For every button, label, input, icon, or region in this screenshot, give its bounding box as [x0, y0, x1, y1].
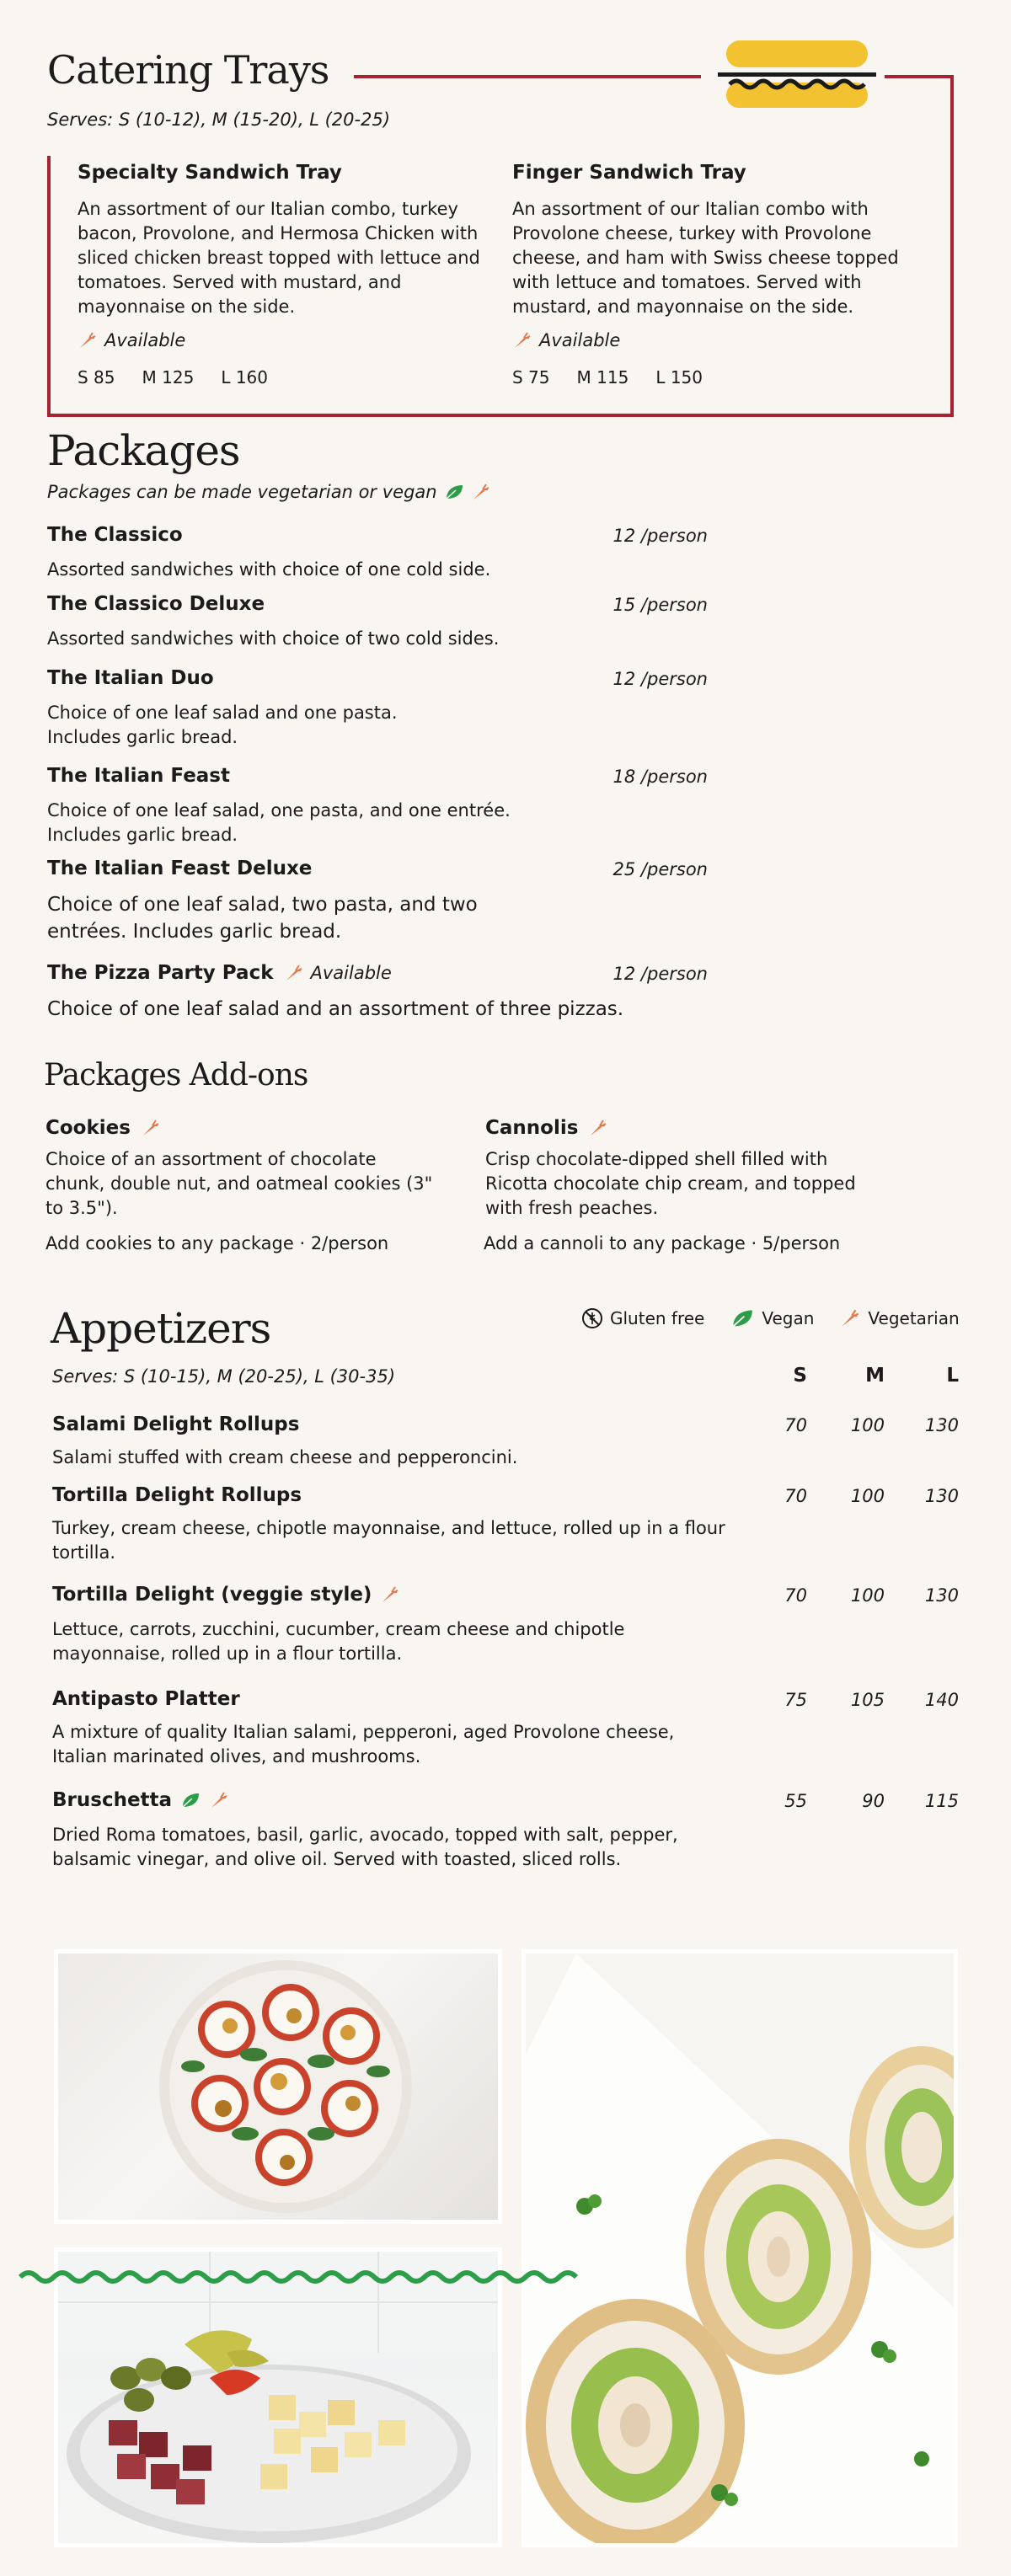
- price-medium: M 125: [142, 367, 195, 387]
- catering-title: Catering Trays: [47, 47, 329, 93]
- antipasto-plate-illustration: [58, 2252, 498, 2543]
- appetizer-name: Bruschetta: [52, 1789, 173, 1811]
- appetizer-price-large: 140: [924, 1690, 959, 1710]
- appetizer-description: Salami stuffed with cream cheese and pepperoncini.: [52, 1447, 518, 1467]
- bruschetta-plate-illustration: [58, 1953, 498, 2220]
- frame-right-line: [950, 75, 954, 417]
- tortilla-rollups-photo: [522, 1949, 958, 2547]
- price-large: L 160: [221, 367, 268, 387]
- packages-title: Packages: [47, 426, 240, 475]
- appetizer-price-medium: 100: [850, 1585, 885, 1606]
- tray-description: An assortment of our Italian combo with Provolone cheese, turkey with Provolone cheese, and ham with Swiss cheese topped with lettuce and tomatoes. Served with mustard, and mayonnaise on the side.: [512, 199, 899, 317]
- vegetarian-icon: [380, 1585, 400, 1605]
- package-price: 18 /person: [612, 767, 708, 787]
- addon-footer: Add cookies to any package · 2/person: [45, 1233, 389, 1253]
- appetizer-price-small: 55: [784, 1791, 807, 1811]
- appetizer-name-row: [52, 1584, 400, 1606]
- addon-footer: Add a cannoli to any package · 5/person: [484, 1233, 841, 1253]
- appetizer-description: Dried Roma tomatoes, basil, garlic, avocado, topped with salt, pepper, balsamic vinegar, and olive oil. Served with toasted, sliced rolls.: [52, 1825, 678, 1869]
- tray-prices: [78, 367, 268, 387]
- column-header-small: S: [793, 1365, 807, 1387]
- addons-title: Packages Add-ons: [44, 1058, 308, 1093]
- appetizer-price-large: 130: [924, 1585, 959, 1606]
- appetizer-name: Tortilla Delight Rollups: [52, 1484, 302, 1506]
- package-description-line: entrées. Includes garlic bread.: [47, 921, 342, 943]
- vegan-leaf-icon: [180, 1791, 201, 1809]
- tray-title: Finger Sandwich Tray: [512, 162, 746, 184]
- package-description-line: Includes garlic bread.: [47, 727, 238, 747]
- tray-prices: [512, 367, 703, 387]
- vegetarian-icon: [588, 1118, 608, 1138]
- package-name: The Classico: [47, 524, 183, 546]
- package-description: [47, 891, 478, 945]
- sandwich-icon: [713, 37, 881, 113]
- antipasto-photo: [54, 2247, 502, 2547]
- package-description-line: Choice of one leaf salad and one pasta.: [47, 703, 398, 723]
- addon-name: Cannolis: [485, 1117, 579, 1139]
- appetizer-price-small: 70: [784, 1486, 807, 1506]
- price-large: L 150: [655, 367, 703, 387]
- legend-vegetarian: Vegetarian: [868, 1308, 960, 1328]
- appetizer-price-small: 75: [784, 1690, 807, 1710]
- appetizer-description: Turkey, cream cheese, chipotle mayonnaise, and lettuce, rolled up in a flour tortilla.: [52, 1518, 725, 1563]
- appetizer-description: A mixture of quality Italian salami, pepperoni, aged Provolone cheese, Italian marinated olives, and mushrooms.: [52, 1722, 675, 1766]
- package-price: 12 /person: [612, 526, 708, 546]
- package-name: The Pizza Party Pack: [47, 962, 274, 984]
- price-small: S 75: [512, 367, 550, 387]
- package-name: The Italian Duo: [47, 667, 214, 689]
- package-name: The Classico Deluxe: [47, 593, 265, 615]
- catering-serves: Serves: S (10-12), M (15-20), L (20-25): [47, 110, 391, 130]
- appetizer-price-medium: 100: [850, 1486, 885, 1506]
- package-name: The Italian Feast: [47, 765, 230, 787]
- appetizer-price-large: 130: [924, 1486, 959, 1506]
- appetizers-serves: Serves: S (10-15), M (20-25), L (30-35): [52, 1366, 396, 1387]
- package-price: 12 /person: [612, 669, 708, 689]
- package-row-header: [47, 962, 392, 984]
- column-header-medium: M: [865, 1365, 885, 1387]
- gluten-free-icon: [581, 1307, 603, 1329]
- legend-gluten-free: Gluten free: [610, 1308, 705, 1328]
- appetizers-title: Appetizers: [51, 1304, 271, 1353]
- appetizer-name: Antipasto Platter: [52, 1688, 240, 1710]
- appetizer-price-medium: 90: [862, 1791, 885, 1811]
- dietary-legend: [581, 1307, 960, 1329]
- frame-left-line: [47, 156, 51, 417]
- price-medium: M 115: [576, 367, 629, 387]
- appetizer-price-large: 130: [924, 1415, 959, 1435]
- appetizer-price-large: 115: [924, 1791, 959, 1811]
- frame-top-right-line: [885, 75, 954, 78]
- addon-title-row: [45, 1117, 161, 1139]
- bruschetta-photo: [54, 1949, 502, 2224]
- addon-title-row: [485, 1117, 608, 1139]
- package-description: Assorted sandwiches with choice of two cold sides.: [47, 628, 500, 649]
- appetizer-description: Lettuce, carrots, zucchini, cucumber, cream cheese and chipotle mayonnaise, rolled up in a flour tortilla.: [52, 1619, 625, 1664]
- packages-note-text: Packages can be made vegetarian or vegan: [47, 482, 437, 502]
- vegan-leaf-icon: [730, 1307, 755, 1329]
- rollups-illustration: [526, 1953, 954, 2543]
- price-small: S 85: [78, 367, 115, 387]
- vegetarian-icon: [471, 482, 491, 502]
- package-name: The Italian Feast Deluxe: [47, 858, 313, 879]
- frame-top-line: [354, 75, 701, 78]
- package-description: Choice of one leaf salad and an assortment of three pizzas.: [47, 998, 624, 1020]
- package-description-line: Choice of one leaf salad, one pasta, and one entrée.: [47, 800, 511, 820]
- package-availability: [284, 963, 392, 983]
- availability-label: Available: [104, 330, 186, 350]
- legend-vegan: Vegan: [762, 1308, 815, 1328]
- tray-description: An assortment of our Italian combo, turkey bacon, Provolone, and Hermosa Chicken with sliced chicken breast topped with lettuce and tomatoes. Served with mustard, and mayonnaise on the side.: [78, 199, 480, 317]
- package-price: 15 /person: [612, 595, 708, 615]
- package-price: 12 /person: [612, 964, 708, 984]
- availability-label: Available: [539, 330, 621, 350]
- vegetarian-icon: [209, 1790, 229, 1810]
- appetizer-name-row: [52, 1789, 229, 1811]
- addon-description: Choice of an assortment of chocolate chunk, double nut, and oatmeal cookies (3" to 3.5").: [45, 1149, 433, 1218]
- vegetarian-icon: [284, 963, 304, 983]
- package-description: [47, 701, 398, 750]
- appetizer-name: Tortilla Delight (veggie style): [52, 1584, 372, 1606]
- package-description-line: Includes garlic bread.: [47, 825, 238, 845]
- vegetarian-icon: [839, 1307, 861, 1329]
- appetizer-price-small: 70: [784, 1415, 807, 1435]
- column-header-large: L: [946, 1365, 959, 1387]
- packages-note: [47, 482, 491, 502]
- package-description-line: Choice of one leaf salad, two pasta, and two: [47, 894, 478, 916]
- package-description: Assorted sandwiches with choice of one cold side.: [47, 559, 491, 580]
- tray-title: Specialty Sandwich Tray: [78, 162, 342, 184]
- vegan-leaf-icon: [444, 483, 464, 501]
- appetizer-price-small: 70: [784, 1585, 807, 1606]
- appetizer-price-medium: 105: [850, 1690, 885, 1710]
- tray-availability: [512, 330, 620, 350]
- appetizer-price-medium: 100: [850, 1415, 885, 1435]
- addon-description: Crisp chocolate-dipped shell filled with Ricotta chocolate chip cream, and topped with fresh peaches.: [485, 1149, 856, 1218]
- vegetarian-icon: [512, 330, 532, 350]
- appetizer-name: Salami Delight Rollups: [52, 1414, 300, 1435]
- vegetarian-icon: [78, 330, 98, 350]
- wavy-divider: [19, 2264, 578, 2290]
- frame-bottom-line: [47, 414, 954, 417]
- vegetarian-icon: [141, 1118, 161, 1138]
- addon-name: Cookies: [45, 1117, 131, 1139]
- tray-availability: [78, 330, 185, 350]
- package-price: 25 /person: [612, 859, 708, 879]
- package-description: [47, 799, 511, 847]
- availability-label: Available: [310, 963, 392, 983]
